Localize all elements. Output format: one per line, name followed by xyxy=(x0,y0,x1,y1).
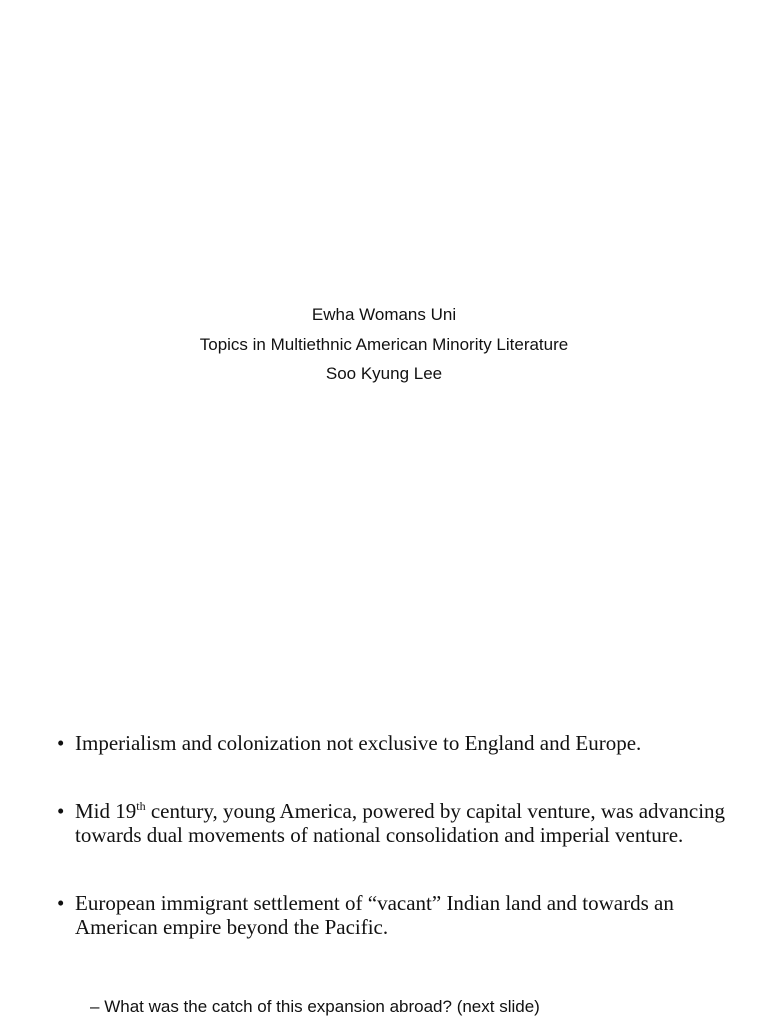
course-title: Topics in Multiethnic American Minority Literature xyxy=(199,334,569,354)
title-slide-text xyxy=(0,300,768,389)
bullet-text-rest: century, young America, powered by capital venture, was advancing towards dual movements of national consolidation and imperial venture. xyxy=(75,799,726,847)
bullet-text: Imperialism and colonization not exclusive to England and Europe. xyxy=(75,731,642,755)
sub-bullet-item xyxy=(90,996,540,1018)
university-name: Ewha Womans Uni xyxy=(311,305,457,324)
sub-bullet-marker: – xyxy=(90,997,100,1016)
author-name: Soo Kyung Lee xyxy=(325,364,443,383)
bullet-marker: • xyxy=(57,731,65,755)
bullet-text-start: Mid 19 xyxy=(75,799,137,823)
bullet-text: European immigrant settlement of “vacant” Indian land and towards an American empire beyond the Pacific. xyxy=(75,891,674,939)
bullet-list xyxy=(57,731,737,939)
bullet-marker: • xyxy=(57,799,65,823)
sub-bullet-text: What was the catch of this expansion abroad? (next slide) xyxy=(104,997,540,1016)
bullet-item xyxy=(57,891,737,939)
bullet-item xyxy=(57,731,737,755)
bullet-superscript: th xyxy=(136,799,146,813)
bullet-item xyxy=(57,799,737,847)
bullet-marker: • xyxy=(57,891,65,915)
